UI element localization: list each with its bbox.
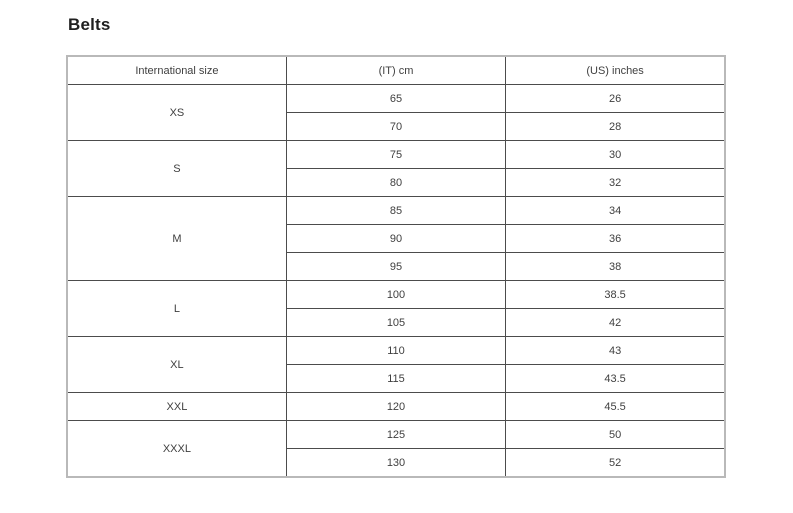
cm-cell: 115: [286, 365, 505, 393]
inches-cell: 45.5: [506, 393, 725, 421]
inches-cell: 38: [506, 253, 725, 281]
size-table-head: [67, 56, 725, 85]
size-cell: XXXL: [67, 421, 286, 478]
size-cell: XS: [67, 85, 286, 141]
cm-cell: 130: [286, 449, 505, 478]
inches-cell: 30: [506, 141, 725, 169]
inches-cell: 42: [506, 309, 725, 337]
cm-cell: 110: [286, 337, 505, 365]
inches-cell: 52: [506, 449, 725, 478]
table-row: [67, 141, 725, 169]
cm-cell: 85: [286, 197, 505, 225]
cm-cell: 80: [286, 169, 505, 197]
cm-cell: 120: [286, 393, 505, 421]
cm-cell: 90: [286, 225, 505, 253]
size-table-body: [67, 85, 725, 478]
cm-cell: 100: [286, 281, 505, 309]
inches-cell: 28: [506, 113, 725, 141]
cm-cell: 75: [286, 141, 505, 169]
column-header-it-cm: (IT) cm: [286, 56, 505, 85]
column-header-us-inches: (US) inches: [506, 56, 725, 85]
inches-cell: 43.5: [506, 365, 725, 393]
cm-cell: 95: [286, 253, 505, 281]
inches-cell: 26: [506, 85, 725, 113]
table-row: [67, 85, 725, 113]
size-cell: XXL: [67, 393, 286, 421]
inches-cell: 50: [506, 421, 725, 449]
inches-cell: 38.5: [506, 281, 725, 309]
column-header-international-size: International size: [67, 56, 286, 85]
size-cell: L: [67, 281, 286, 337]
size-cell: S: [67, 141, 286, 197]
inches-cell: 36: [506, 225, 725, 253]
table-row: [67, 421, 725, 449]
cm-cell: 125: [286, 421, 505, 449]
cm-cell: 105: [286, 309, 505, 337]
size-cell: M: [67, 197, 286, 281]
cm-cell: 65: [286, 85, 505, 113]
table-row: [67, 281, 725, 309]
inches-cell: 32: [506, 169, 725, 197]
table-row: [67, 337, 725, 365]
inches-cell: 43: [506, 337, 725, 365]
inches-cell: 34: [506, 197, 725, 225]
page-title: Belts: [68, 15, 111, 34]
cm-cell: 70: [286, 113, 505, 141]
table-row: [67, 197, 725, 225]
size-table: [66, 55, 726, 478]
size-cell: XL: [67, 337, 286, 393]
table-row: [67, 393, 725, 421]
header-row: [67, 56, 725, 85]
